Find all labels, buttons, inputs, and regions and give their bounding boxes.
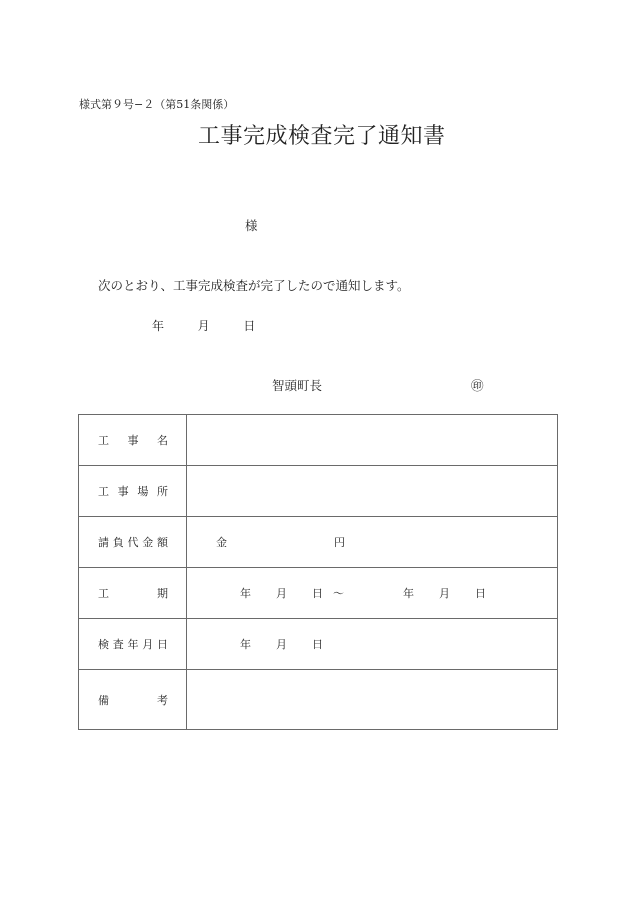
- inspection-month: 月: [276, 638, 287, 651]
- remarks-field[interactable]: [187, 670, 558, 730]
- notice-text: 次のとおり、工事完成検査が完了したので通知します。: [98, 278, 410, 293]
- table-row-contract-amount: [79, 517, 558, 568]
- inspection-year: 年: [240, 638, 251, 651]
- period-end-year: 年: [403, 587, 414, 600]
- seal-mark: ㊞: [471, 378, 484, 393]
- amount-prefix: 金: [216, 536, 227, 549]
- construction-period-field[interactable]: [187, 568, 558, 619]
- document-title: 工事完成検査完了通知書: [198, 124, 446, 149]
- issue-date-year: 年: [152, 319, 165, 333]
- label-project-location: 工 事 場 所: [79, 466, 187, 517]
- contract-amount-field[interactable]: [187, 517, 558, 568]
- period-end-day: 日: [475, 587, 486, 600]
- table-row-remarks: [79, 670, 558, 730]
- amount-suffix-yen: 円: [334, 536, 345, 549]
- issue-date-month: 月: [197, 319, 210, 333]
- table-row-inspection-date: [79, 619, 558, 670]
- period-separator: 〜: [333, 587, 344, 600]
- inspection-date-field[interactable]: [187, 619, 558, 670]
- issue-date-day: 日: [243, 319, 256, 333]
- inspection-day: 日: [312, 638, 323, 651]
- issue-date: [152, 317, 255, 334]
- project-name-field[interactable]: [187, 415, 558, 466]
- period-start-day: 日: [312, 587, 323, 600]
- period-end-month: 月: [439, 587, 450, 600]
- period-start-year: 年: [240, 587, 251, 600]
- inspection-info-table: [78, 414, 558, 730]
- label-project-name: 工 事 名: [79, 415, 187, 466]
- label-construction-period: 工 期: [79, 568, 187, 619]
- sender-name: 智頭町長: [272, 378, 323, 393]
- table-row-construction-period: [79, 568, 558, 619]
- table-row-project-name: [79, 415, 558, 466]
- label-inspection-date: 検 査 年 月 日: [79, 619, 187, 670]
- label-remarks: 備 考: [79, 670, 187, 730]
- table-row-project-location: [79, 466, 558, 517]
- addressee-honorific: 様: [245, 218, 258, 233]
- period-start-month: 月: [276, 587, 287, 600]
- project-location-field[interactable]: [187, 466, 558, 517]
- label-contract-amount: 請 負 代 金 額: [79, 517, 187, 568]
- form-number: 様式第９号−２（第51条関係）: [79, 98, 235, 111]
